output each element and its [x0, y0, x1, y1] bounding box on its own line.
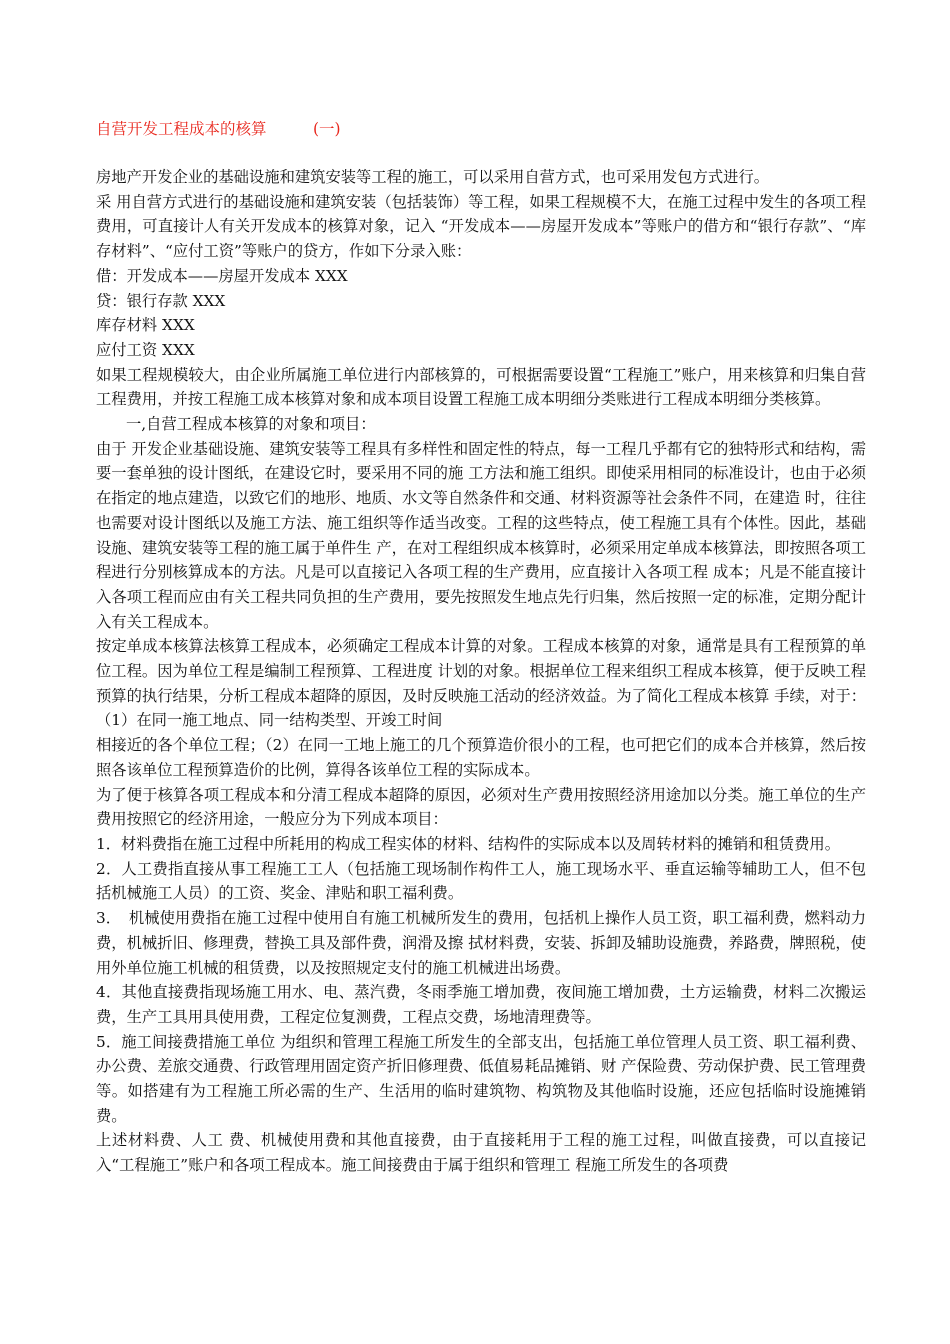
section-heading: 一,自营工程成本核算的对象和项目： — [126, 415, 376, 434]
paragraph: 相接近的各个单位工程；（2）在同一工地上施工的几个预算造价很小的工程，也可把它们的成本合并核算，然后按照各该单位工程预算造价的比例，算得各该单位工程的实际成本。 — [96, 736, 866, 779]
journal-entry-credit: 应付工资 XXX — [96, 340, 195, 359]
list-item: 3． 机械使用费指在施工过程中使用自有施工机械所发生的费用，包括机上操作人员工资，职工福利费，燃料动力费，机械折旧、修理费，替换工具及部件费，润滑及擦 拭材料费，安装、拆卸及辅助设施费，养路费，牌照税，使用外单位施工机械的租赁费，以及按照规定支付的施工机械进出场费。 — [96, 909, 866, 977]
paragraph: 房地产开发企业的基础设施和建筑安装等工程的施工，可以采用自营方式，也可采用发包方式进行。 — [96, 168, 770, 186]
paragraph: 由于 开发企业基础设施、建筑安装等工程具有多样性和固定性的特点，每一工程几乎都有它的独特形式和结构，需要一套单独的设计图纸，在建设它时，要采用不同的施 工方法和施工组织。即使采用相同的标准设计，也由于必须在指定的地点建造，以致它们的地形、地质、水文等自然条件和交通、材料资源等社会条件不同，在建造 时，往往也需要对设计图纸以及施工方法、施工组织等作适当改变。工程的这些特点，使工程施工具有个体性。因此，基础设施、建筑安装等工程的施工属于单件生 产，在对工程组织成本核算时，必须采用定单成本核算法，即按照各项工程进行分别核算成本的方法。凡是可以直接记入各项工程的生产费用，应直接计入各项工程 成本；凡是不能直接计入各项工程而应由有关工程共同负担的生产费用，要先按照发生地点先行归集，然后按照一定的标准，定期分配计入有关工程成本。 — [96, 439, 866, 631]
document-title: 自营开发工程成本的核算 (一) — [96, 120, 341, 138]
paragraph: 采 用自营方式进行的基础设施和建筑安装（包括装饰）等工程，如果工程规模不大，在施工过程中发生的各项工程费用，可直接计人有关开发成本的核算对象，记入 “开发成本——房屋开发成本”等账户的借方和“银行存款”、“库存材料”、“应付工资”等账户的贷方，作如下分录入账： — [96, 192, 866, 261]
paragraph: 为了便于核算各项工程成本和分清工程成本超降的原因，必须对生产费用按照经济用途加以分类。施工单位的生产费用按照它的经济用途，一般应分为下列成本项目： — [96, 785, 866, 829]
list-item: 5．施工间接费措施工单位 为组织和管理工程施工所发生的全部支出，包括施工单位管理人员工资、职工福利费、办公费、差旅交通费、行政管理用固定资产折旧修理费、低值易耗品摊销、财 产保险费、劳动保护费、民工管理费等。如搭建有为工程施工所必需的生产、生活用的临时建筑物、构筑物及其他临时设施，还应包括临时设施摊销费。 — [96, 1032, 866, 1125]
paragraph: 上述材料费、人工 费、机械使用费和其他直接费，由于直接耗用于工程的施工过程，叫做直接费，可以直接记入“工程施工”账户和各项工程成本。施工间接费由于属于组织和管理工 程施工所发生的各项费 — [96, 1131, 866, 1175]
paragraph: 如果工程规模较大，由企业所属施工单位进行内部核算的，可根据需要设置“工程施工”账户，用来核算和归集自营工程费用，并按工程施工成本核算对象和成本项目设置工程施工成本明细分类账进行工程成本明细分类核算。 — [96, 365, 866, 409]
journal-entry-debit: 借：开发成本——房屋开发成本 XXX — [96, 266, 348, 285]
paragraph: 按定单成本核算法核算工程成本，必须确定工程成本计算的对象。工程成本核算的对象，通常是具有工程预算的单位工程。因为单位工程是编制工程预算、工程进度 计划的对象。根据单位工程来组织工程成本核算，便于反映工程预算的执行结果，分析工程成本超降的原因，及时反映施工活动的经济效益。为了简化工程成本核算 手续，对于：（1）在同一施工地点、同一结构类型、开竣工时间 — [96, 637, 866, 730]
journal-entry-credit: 贷：银行存款 XXX — [96, 291, 226, 310]
list-item: 4．其他直接费指现场施工用水、电、蒸汽费，冬雨季施工增加费，夜间施工增加费，土方运输费，材料二次搬运费，生产工具用具使用费，工程定位复测费，工程点交费，场地清理费等。 — [96, 983, 866, 1026]
list-item: 2．人工费指直接从事工程施工工人（包括施工现场制作构件工人，施工现场水平、垂直运输等辅助工人，但不包括机械施工人员）的工资、奖金、津贴和职工福利费。 — [96, 859, 866, 903]
document-body — [96, 165, 866, 1178]
list-item: 1．材料费指在施工过程中所耗用的构成工程实体的材料、结构件的实际成本以及周转材料的摊销和租赁费用。 — [96, 834, 840, 853]
journal-entry-credit: 库存材料 XXX — [96, 316, 195, 335]
